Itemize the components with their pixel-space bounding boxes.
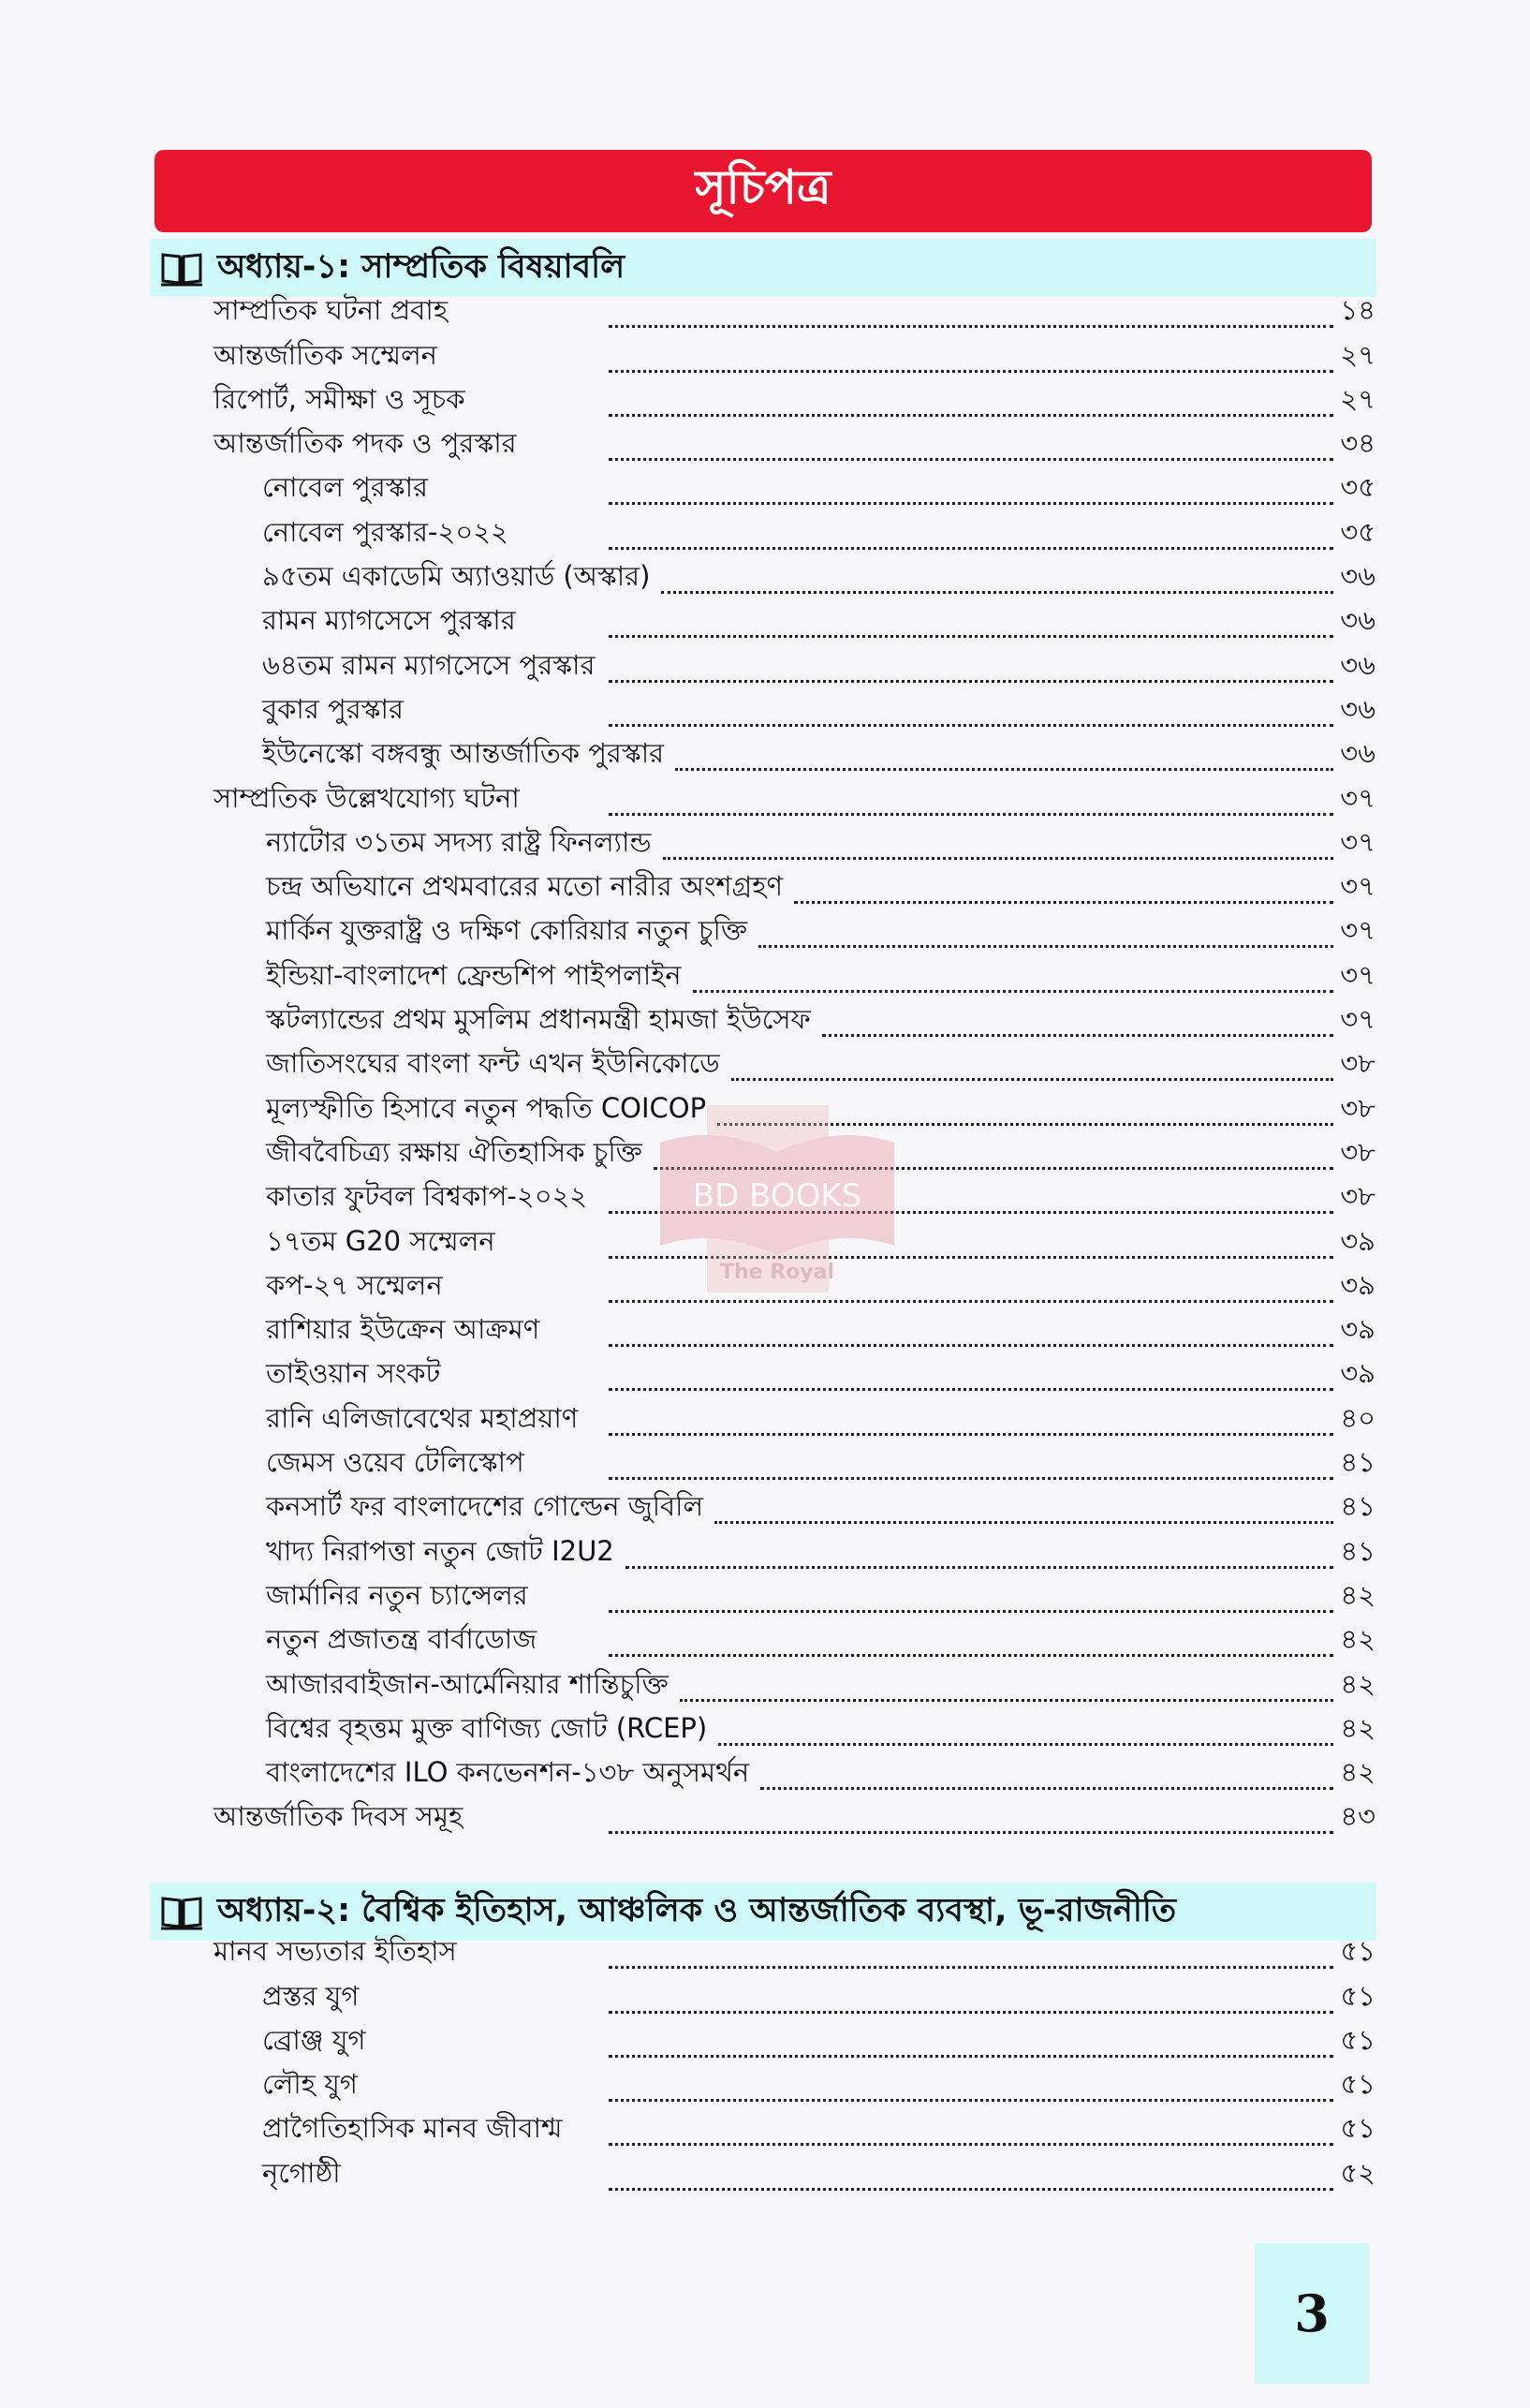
toc-entry <box>0 650 1530 694</box>
toc-entry-title: কনসার্ট ফর বাংলাদেশের গোল্ডেন জুবিলি <box>266 1490 704 1523</box>
toc-entry-page: ৫১ <box>1340 2112 1376 2145</box>
dot-leader <box>609 2143 1333 2146</box>
dot-leader <box>609 1966 1333 1969</box>
toc-entry <box>0 1937 1530 1981</box>
dot-leader <box>609 370 1333 373</box>
toc-entry-page: ৫১ <box>1340 2023 1376 2056</box>
dot-leader <box>680 1699 1333 1702</box>
toc-entry-title: মার্কিন যুক্তরাষ্ট্র ও দক্ষিণ কোরিয়ার নতুন চুক্তি <box>266 914 747 947</box>
toc-entry-page: ৩৬ <box>1340 648 1376 681</box>
toc-entry-page: ৪১ <box>1340 1490 1376 1523</box>
dot-leader <box>609 680 1333 683</box>
toc-entry-title: নৃগোষ্ঠী <box>262 2156 341 2189</box>
open-book-icon <box>159 249 204 287</box>
dot-leader <box>663 857 1333 860</box>
toc-entry-page: ৩৭ <box>1340 1003 1376 1036</box>
toc-entry-page: ৩৭ <box>1340 870 1376 903</box>
toc-title: সূচিপত্র <box>154 150 1372 232</box>
toc-entry-title: রামন ম্যাগসেসে পুরস্কার <box>262 604 516 637</box>
dot-leader <box>609 1654 1333 1657</box>
toc-entry <box>0 429 1530 473</box>
dot-leader <box>609 1831 1333 1834</box>
dot-leader <box>760 1787 1333 1790</box>
toc-entry <box>0 1315 1530 1359</box>
dot-leader <box>731 1078 1333 1081</box>
toc-entry-page: ৩৭ <box>1340 914 1376 947</box>
dot-leader <box>609 2188 1333 2191</box>
toc-entry-page: ৩৮ <box>1340 1135 1376 1168</box>
toc-entry <box>0 473 1530 517</box>
toc-entry-page: ১৪ <box>1340 294 1376 327</box>
toc-entry-page: ৩৪ <box>1340 427 1376 460</box>
toc-entry-title: সাম্প্রতিক উল্লেখযোগ্য ঘটনা <box>213 781 520 814</box>
dot-leader <box>675 768 1333 771</box>
toc-entry <box>0 1049 1530 1093</box>
toc-entry-title: আন্তর্জাতিক দিবস সমূহ <box>213 1800 463 1833</box>
toc-entry-page: ৩৯ <box>1340 1224 1376 1257</box>
toc-entry-title: মানব সভ্যতার ইতিহাস <box>213 1935 457 1968</box>
toc-entry-title: চন্দ্র অভিযানে প্রথমবারের মতো নারীর অংশগ্রহণ <box>266 870 784 903</box>
dot-leader <box>609 414 1333 417</box>
toc-entry-title: নোবেল পুরস্কার-২০২২ <box>262 515 508 548</box>
dot-leader <box>693 990 1333 993</box>
toc-entry-page: ৪২ <box>1340 1578 1376 1611</box>
dot-leader <box>758 945 1333 948</box>
toc-entry-title: ৬৪তম রামন ম্যাগসেসে পুরস্কার <box>262 648 596 681</box>
toc-entry-title: ইউনেস্কো বঙ্গবন্ধু আন্তর্জাতিক পুরস্কার <box>262 737 665 770</box>
toc-entry <box>0 2023 1530 2070</box>
toc-entry <box>0 1492 1530 1536</box>
toc-entry-page: ৩৯ <box>1340 1357 1376 1390</box>
toc-entry-title: আন্তর্জাতিক সম্মেলন <box>213 338 437 371</box>
toc-entry-title: লৌহ যুগ <box>262 2068 358 2101</box>
chapter-2-title: অধ্যায়-২: বৈশ্বিক ইতিহাস, আঞ্চলিক ও আন্তর্জাতিক ব্যবস্থা, ভূ-রাজনীতি <box>217 1891 1177 1929</box>
dot-leader <box>609 635 1333 638</box>
toc-entry-page: ৩৭ <box>1340 781 1376 814</box>
toc-entry-title: জার্মানির নতুন চ্যান্সেলর <box>266 1578 528 1611</box>
toc-entry <box>0 783 1530 827</box>
toc-entry-page: ৩৫ <box>1340 471 1376 504</box>
toc-entry-title: বাংলাদেশের ILO কনভেনশন-১৩৮ অনুসমর্থন <box>266 1756 750 1789</box>
toc-entry-page: ৩৫ <box>1340 515 1376 548</box>
toc-entry-page: ৩৮ <box>1340 1091 1376 1124</box>
toc-entry-title: রাশিয়ার ইউক্রেন আক্রমণ <box>266 1313 540 1346</box>
toc-entry-title: সাম্প্রতিক ঘটনা প্রবাহ <box>213 294 449 327</box>
chapter-2-entries <box>0 1937 1530 2203</box>
toc-entry-page: ২৭ <box>1340 338 1376 371</box>
toc-entry-page: ৫১ <box>1340 2068 1376 2101</box>
toc-entry-page: ৪২ <box>1340 1756 1376 1789</box>
dot-leader <box>609 2099 1333 2102</box>
chapter-1-entries <box>0 296 1530 1846</box>
toc-entry-title: ১৭তম G20 সম্মেলন <box>266 1224 495 1257</box>
dot-leader <box>609 1477 1333 1480</box>
dot-leader <box>609 724 1333 727</box>
toc-entry-page: ৩৭ <box>1340 825 1376 858</box>
toc-entry <box>0 872 1530 916</box>
toc-entry <box>0 1711 1530 1758</box>
toc-entry <box>0 1669 1530 1713</box>
toc-entry <box>0 1625 1530 1669</box>
chapter-1-title: অধ্যায়-১: সাম্প্রতিক বিষয়াবলি <box>217 247 625 286</box>
toc-entry-page: ৪২ <box>1340 1711 1376 1744</box>
page-number: 3 <box>1255 2243 1369 2384</box>
toc-entry-title: খাদ্য নিরাপত্তা নতুন জোট I2U2 <box>266 1534 614 1567</box>
toc-entry-page: ৪৩ <box>1340 1800 1376 1833</box>
toc-entry <box>0 606 1530 650</box>
toc-entry <box>0 916 1530 960</box>
toc-entry-title: মূল্যস্ফীতি হিসাবে নতুন পদ্ধতি COICOP <box>266 1091 707 1124</box>
toc-entry-page: ৩৬ <box>1340 560 1376 593</box>
toc-entry-page: ৩৮ <box>1340 1047 1376 1080</box>
toc-entry-title: রিপোর্ট, সমীক্ষা ও সূচক <box>213 382 465 415</box>
toc-entry <box>0 1536 1530 1580</box>
toc-entry-title: আন্তর্জাতিক পদক ও পুরস্কার <box>213 427 517 460</box>
toc-entry <box>0 2158 1530 2202</box>
dot-leader <box>609 813 1333 816</box>
toc-entry-page: ৪১ <box>1340 1534 1376 1567</box>
toc-entry-page: ৫২ <box>1340 2156 1376 2189</box>
toc-entry-title: ন্যাটোর ৩১তম সদস্য রাষ্ট্র ফিনল্যান্ড <box>266 825 652 858</box>
toc-entry-page: ৩৬ <box>1340 692 1376 725</box>
toc-entry-title: আজারবাইজান-আর্মেনিয়ার শান্তিচুক্তি <box>266 1667 669 1700</box>
dot-leader <box>714 1521 1333 1524</box>
dot-leader <box>609 1300 1333 1303</box>
toc-entry-title: বুকার পুরস্কার <box>262 692 404 725</box>
toc-entry <box>0 1802 1530 1846</box>
watermark-logo <box>651 1105 904 1293</box>
toc-entry-title: ব্রোঞ্জ যুগ <box>262 2023 366 2056</box>
dot-leader <box>609 1344 1333 1347</box>
toc-entry <box>0 2114 1530 2158</box>
dot-leader <box>609 325 1333 328</box>
toc-entry <box>0 1005 1530 1049</box>
watermark-text-main: BD BOOKS <box>692 1177 862 1215</box>
open-book-icon <box>159 1893 204 1930</box>
toc-entry <box>0 517 1530 561</box>
toc-entry-page: ৩৬ <box>1340 737 1376 770</box>
toc-entry-page: ৪০ <box>1340 1401 1376 1434</box>
dot-leader <box>794 901 1333 904</box>
toc-entry <box>0 1359 1530 1403</box>
toc-entry <box>0 562 1530 606</box>
dot-leader <box>661 591 1333 594</box>
toc-entry <box>0 692 1530 739</box>
toc-entry-title: জীববৈচিত্র্য রক্ষায় ঐতিহাসিক চুক্তি <box>266 1135 642 1168</box>
chapter-1-heading <box>150 239 1376 297</box>
toc-entry <box>0 1403 1530 1447</box>
toc-entry-title: কাতার ফুটবল বিশ্বকাপ-২০২২ <box>266 1180 588 1213</box>
toc-entry-page: ৫১ <box>1340 1979 1376 2012</box>
toc-entry <box>0 2070 1530 2114</box>
dot-leader <box>609 547 1333 550</box>
toc-entry-title: ৯৫তম একাডেমি অ্যাওয়ার্ড (অস্কার) <box>262 560 651 593</box>
toc-entry <box>0 1578 1530 1625</box>
toc-entry <box>0 1448 1530 1492</box>
toc-entry-title: রানি এলিজাবেথের মহাপ্রয়াণ <box>266 1401 579 1434</box>
toc-entry-page: ৪১ <box>1340 1446 1376 1479</box>
toc-entry-title: জেমস ওয়েব টেলিস্কোপ <box>266 1446 524 1479</box>
dot-leader <box>609 2055 1333 2058</box>
toc-entry-title: জাতিসংঘের বাংলা ফন্ট এখন ইউনিকোডে <box>266 1047 720 1080</box>
toc-entry-page: ৩৯ <box>1340 1313 1376 1346</box>
toc-entry-title: নতুন প্রজাতন্ত্র বার্বাডোজ <box>266 1623 537 1656</box>
toc-entry-page: ৪২ <box>1340 1623 1376 1656</box>
dot-leader <box>609 1388 1333 1391</box>
toc-entry-title: স্কটল্যান্ডের প্রথম মুসলিম প্রধানমন্ত্রী হামজা ইউসেফ <box>266 1003 811 1036</box>
toc-entry-title: নোবেল পুরস্কার <box>262 471 428 504</box>
dot-leader <box>718 1743 1333 1746</box>
dot-leader <box>609 1433 1333 1436</box>
toc-entry-page: ৩৯ <box>1340 1268 1376 1301</box>
toc-entry-page: ৩৮ <box>1340 1180 1376 1213</box>
toc-entry-page: ৩৬ <box>1340 604 1376 637</box>
toc-entry-title: প্রাগৈতিহাসিক মানব জীবাশ্ম <box>262 2112 563 2145</box>
toc-entry-title: ইন্ডিয়া-বাংলাদেশ ফ্রেন্ডশিপ পাইপলাইন <box>266 958 682 991</box>
dot-leader <box>609 1610 1333 1613</box>
toc-entry-title: প্রস্তর যুগ <box>262 1979 360 2012</box>
toc-entry-page: ৩৭ <box>1340 958 1376 991</box>
toc-entry <box>0 1981 1530 2025</box>
toc-entry-title: কপ-২৭ সম্মেলন <box>266 1268 443 1301</box>
dot-leader <box>822 1034 1333 1037</box>
dot-leader <box>609 2011 1333 2014</box>
toc-entry-title: বিশ্বের বৃহত্তম মুক্ত বাণিজ্য জোট (RCEP) <box>266 1711 708 1744</box>
dot-leader <box>609 458 1333 461</box>
watermark-text-sub: The Royal <box>719 1261 835 1284</box>
dot-leader <box>625 1566 1333 1569</box>
toc-entry-page: ৪২ <box>1340 1667 1376 1700</box>
toc-entry-page: ৫১ <box>1340 1935 1376 1968</box>
toc-entry-page: ২৭ <box>1340 382 1376 415</box>
toc-entry-title: তাইওয়ান সংকট <box>266 1357 441 1390</box>
dot-leader <box>609 502 1333 505</box>
